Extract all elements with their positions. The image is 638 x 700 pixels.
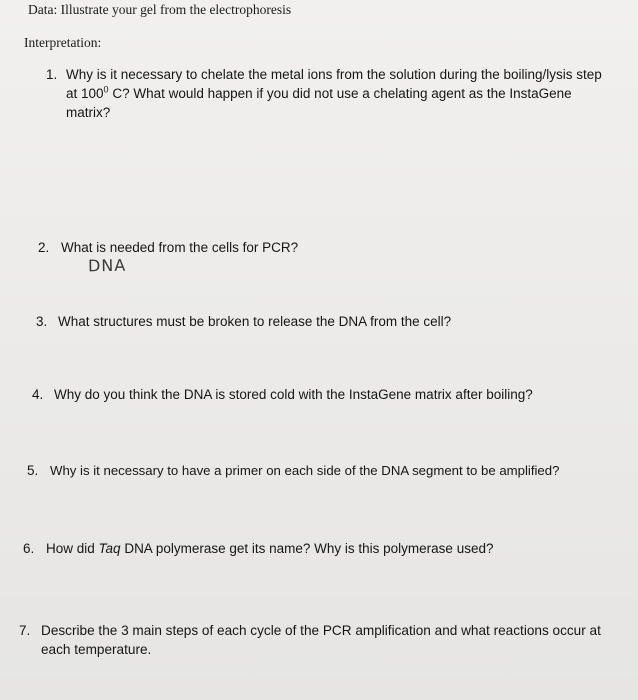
question-6 <box>23 539 623 558</box>
question-1 <box>46 65 616 122</box>
handwritten-answer: DNA <box>87 255 127 276</box>
question-text: Why do you think the DNA is stored cold with the InstaGene matrix after boiling? <box>54 387 533 402</box>
question-2 <box>38 238 608 257</box>
question-number: 4. <box>32 387 44 402</box>
data-heading: Data: Illustrate your gel from the electrophoresis <box>28 2 292 17</box>
question-5 <box>27 461 627 480</box>
interpretation-heading: Interpretation: <box>24 35 102 50</box>
question-4 <box>32 385 622 404</box>
question-text: What is needed from the cells for PCR? <box>61 240 299 255</box>
question-number: 6. <box>23 541 35 556</box>
question-number: 2. <box>38 240 50 255</box>
question-number: 1. <box>46 67 58 82</box>
question-text: Describe the 3 main steps of each cycle of the PCR amplification and what reactions occur at each temperature. <box>41 623 601 657</box>
question-text: Why is it necessary to chelate the metal ions from the solution during the boiling/lysis step at $100^0$ C? What would happen if you did not use a chelating agent as the InstaGene matrix? <box>66 67 602 120</box>
question-3 <box>36 312 616 331</box>
question-number: 7. <box>19 623 31 638</box>
question-text: What structures must be broken to release the DNA from the cell? <box>58 314 452 329</box>
question-text: How did Taq DNA polymerase get its name? Why is this polymerase used? <box>46 541 494 556</box>
question-7 <box>19 621 629 659</box>
question-number: 5. <box>27 463 39 478</box>
question-text: Why is it necessary to have a primer on each side of the DNA segment to be amplified? <box>50 463 560 478</box>
question-number: 3. <box>36 314 48 329</box>
